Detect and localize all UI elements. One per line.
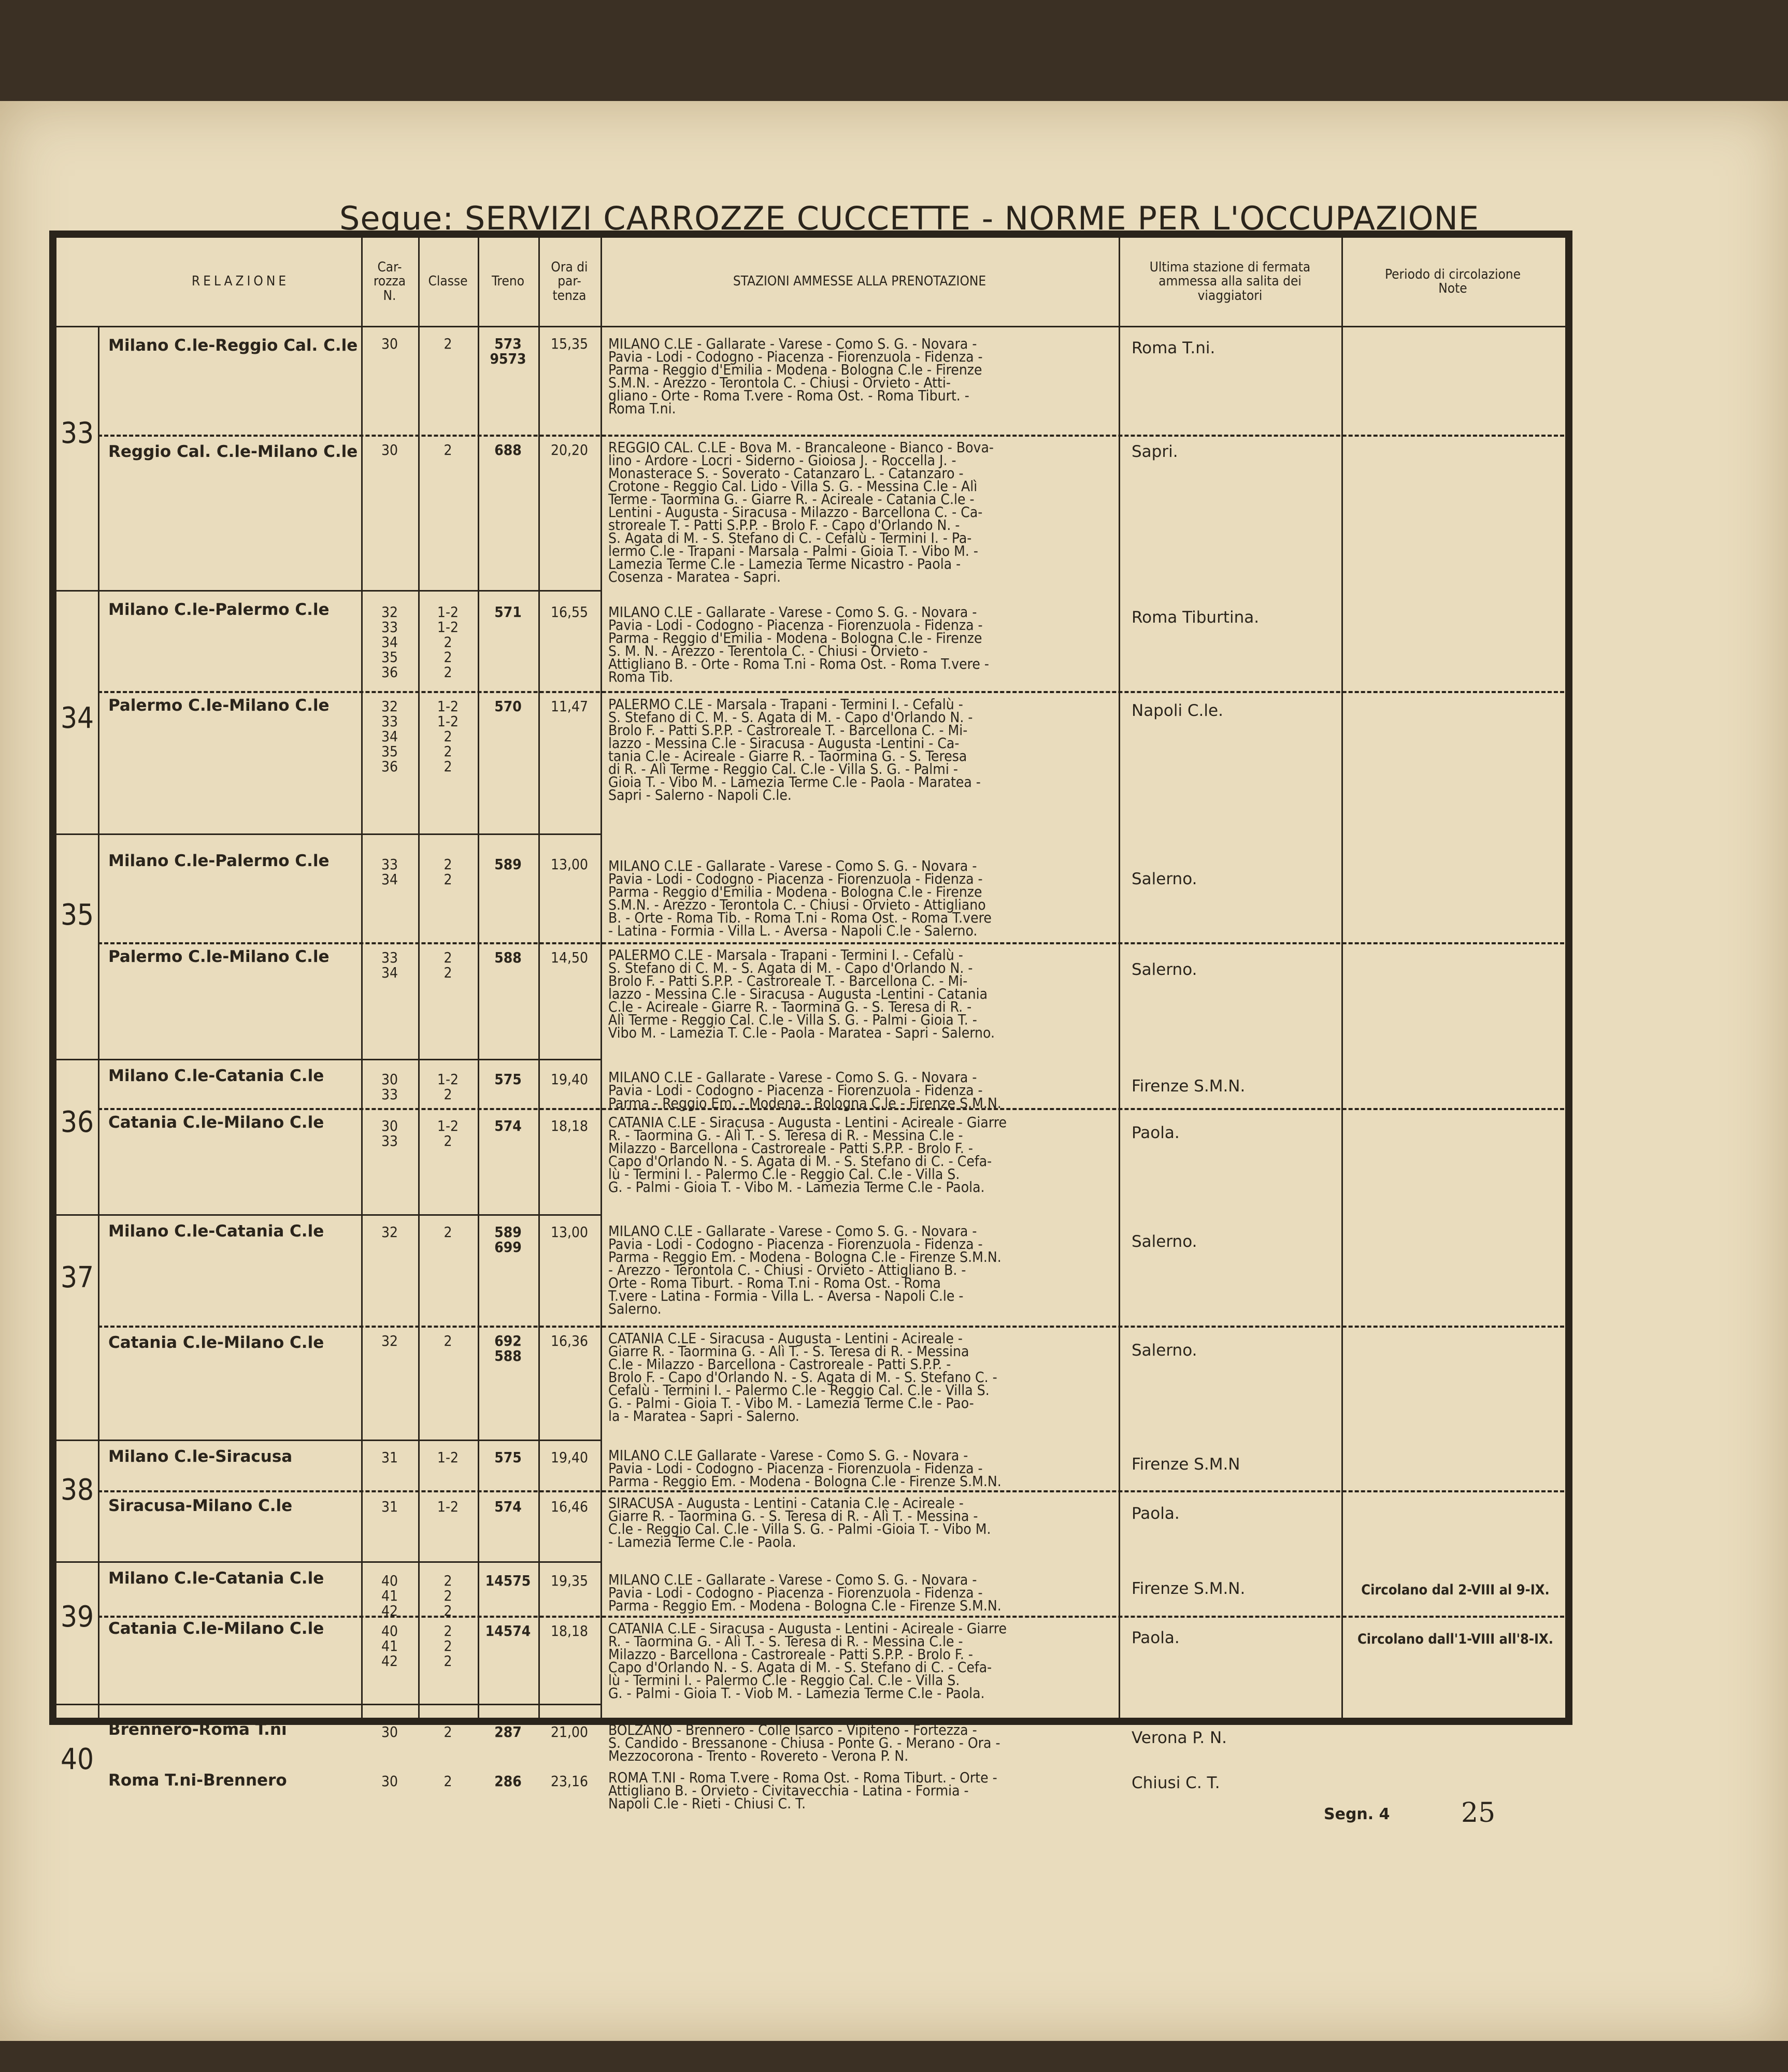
stazioni: MILANO C.LE - Gallarate - Varese - Como S. G. - Novara - Pavia - Lodi - Codogno - Piacenza - Fiorenzuola - Fidenza - Parma - Reggio Em. - Modena - Bologna C.le - Firenze S.M.N. bbox=[608, 1069, 1002, 1112]
ultima-stazione: Firenze S.M.N bbox=[1132, 1455, 1240, 1474]
relazione: Milano C.le-Palermo C.le bbox=[108, 852, 330, 870]
col-divider bbox=[1119, 238, 1120, 1724]
carrozza: 33 34 bbox=[381, 856, 398, 888]
stazioni: CATANIA C.LE - Siracusa - Augusta - Lentini - Acireale - Giarre R. - Taormina G. - Alì T. - S. Teresa di R. - Messina C.le - Milazzo - Barcellona - Castroreale - Patti S.P.P. - Brolo F. - Capo d'Orlando N. - S. Agata di M. - S. Stefano di C. - Cefa- lù - Termini I. - Palermo C.le - Reggio Cal. C.le - Villa S. G. - Palmi - Gioia T. - Vibo M. - Lamezia Terme C.le - Paola. bbox=[608, 1114, 1007, 1196]
treno: 570 bbox=[494, 698, 522, 715]
carrozza: 31 bbox=[381, 1449, 398, 1466]
footer-segnatura: Segn. 4 bbox=[1324, 1805, 1390, 1823]
periodo-note: Circolano dal 2-VIII al 9-IX. bbox=[1361, 1582, 1550, 1598]
stazioni: MILANO C.LE Gallarate - Varese - Como S. G. - Novara - Pavia - Lodi - Codogno - Piacenza - Fiorenzuola - Fidenza - Parma - Reggio Em. - Modena - Bologna C.le - Firenze S.M.N. bbox=[608, 1447, 1002, 1490]
ora-partenza: 14,50 bbox=[550, 949, 589, 966]
group-divider bbox=[56, 590, 600, 592]
carrozza: 32 bbox=[381, 1224, 398, 1241]
ultima-stazione: Sapri. bbox=[1132, 442, 1178, 461]
classe: 1-2 bbox=[437, 1498, 459, 1515]
classe: 2 bbox=[444, 1723, 452, 1740]
treno: 574 bbox=[494, 1498, 522, 1515]
relazione: Reggio Cal. C.le-Milano C.le bbox=[108, 442, 358, 461]
carrozza: 30 bbox=[381, 1773, 398, 1790]
periodo-note: Circolano dall'1-VIII all'8-IX. bbox=[1357, 1631, 1553, 1647]
treno: 286 bbox=[494, 1773, 522, 1790]
stazioni: PALERMO C.LE - Marsala - Trapani - Termini I. - Cefalù - S. Stefano di C. M. - S. Agata di M. - Capo d'Orlando N. - Brolo F. - Patti S.P.P. - Castroreale T. - Barcellona C. - Mi- lazzo - Messina C.le - Siracusa - Augusta -Lentini - Catania C.le - Acireale - Giarre R. - Taormina G. - S. Teresa di R. - Alì Terme - Reggio Cal. C.le - Villa S. G. - Palmi - Gioia T. - Vibo M. - Lamezia T. C.le - Paola - Maratea - Sapri - Salerno. bbox=[608, 946, 995, 1041]
row-divider bbox=[98, 1490, 1564, 1492]
stazioni: MILANO C.LE - Gallarate - Varese - Como S. G. - Novara - Pavia - Lodi - Codogno - Piacenza - Fiorenzuola - Fidenza - Parma - Reggio Em. - Modena - Bologna C.le - Firenze S.M.N. bbox=[608, 1571, 1002, 1614]
col-divider bbox=[600, 238, 602, 1724]
ora-partenza: 16,46 bbox=[550, 1498, 589, 1515]
carrozza: 31 bbox=[381, 1498, 398, 1515]
stazioni: BOLZANO - Brennero - Colle Isarco - Vipiteno - Fortezza - S. Candido - Bressanone - Chiusa - Ponte G. - Merano - Ora - Mezzocorona - Trento - Rovereto - Verona P. N. bbox=[608, 1721, 1000, 1764]
col-divider bbox=[1341, 238, 1343, 1724]
ora-partenza: 19,35 bbox=[550, 1572, 589, 1589]
ora-partenza: 20,20 bbox=[550, 441, 589, 458]
group-number: 34 bbox=[60, 701, 94, 735]
ora-partenza: 18,18 bbox=[550, 1622, 589, 1639]
carrozza: 33 34 bbox=[381, 949, 398, 981]
group-number: 37 bbox=[60, 1261, 94, 1294]
ultima-stazione: Firenze S.M.N. bbox=[1132, 1579, 1246, 1598]
relazione: Catania C.le-Milano C.le bbox=[108, 1113, 324, 1132]
header-divider bbox=[56, 326, 1565, 327]
treno: 688 bbox=[494, 441, 522, 458]
classe: 2 bbox=[444, 1332, 452, 1349]
treno: 575 bbox=[494, 1449, 522, 1466]
group-number: 35 bbox=[60, 898, 94, 932]
treno: 14575 bbox=[485, 1572, 531, 1589]
treno: 575 bbox=[494, 1071, 522, 1088]
row-divider bbox=[98, 942, 1564, 944]
classe: 2 2 2 bbox=[444, 1622, 452, 1670]
relazione: Catania C.le-Milano C.le bbox=[108, 1333, 324, 1352]
group-number: 38 bbox=[60, 1473, 94, 1507]
ora-partenza: 13,00 bbox=[550, 1224, 589, 1241]
carrozza: 40 41 42 bbox=[381, 1572, 398, 1619]
carrozza: 32 bbox=[381, 1332, 398, 1349]
row-divider bbox=[98, 435, 1564, 437]
treno: 589 699 bbox=[494, 1224, 522, 1256]
ora-partenza: 19,40 bbox=[550, 1449, 589, 1466]
group-number: 36 bbox=[60, 1105, 94, 1139]
ora-partenza: 18,18 bbox=[550, 1117, 589, 1134]
ultima-stazione: Paola. bbox=[1132, 1124, 1180, 1142]
ora-partenza: 11,47 bbox=[550, 698, 589, 715]
row-divider bbox=[98, 691, 1564, 693]
stazioni: MILANO C.LE - Gallarate - Varese - Como S. G. - Novara - Pavia - Lodi - Codogno - Piacenza - Fiorenzuola - Fidenza - Parma - Reggio d'Emilia - Modena - Bologna C.le - Firenze S.M.N. - Arezzo - Terontola C. - Chiusi - Orvieto - Atti- gliano - Orte - Roma T.vere - Roma Ost. - Roma Tiburt. - Roma T.ni. bbox=[608, 335, 983, 417]
classe: 1-2 1-2 2 2 2 bbox=[437, 698, 459, 775]
treno: 692 588 bbox=[494, 1332, 522, 1364]
col-header-classe: Classe bbox=[428, 274, 468, 290]
ultima-stazione: Salerno. bbox=[1132, 1232, 1197, 1251]
classe: 1-2 bbox=[437, 1449, 459, 1466]
relazione: Milano C.le-Palermo C.le bbox=[108, 600, 330, 619]
relazione: Milano C.le-Catania C.le bbox=[108, 1569, 324, 1588]
treno: 589 bbox=[494, 856, 522, 873]
carrozza: 30 bbox=[381, 1723, 398, 1740]
classe: 2 bbox=[444, 1773, 452, 1790]
group-number: 39 bbox=[60, 1600, 94, 1634]
timetable bbox=[49, 231, 1572, 1812]
classe: 2 bbox=[444, 1224, 452, 1241]
row-divider bbox=[98, 1616, 1564, 1618]
col-header-periodo: Periodo di circolazione Note bbox=[1384, 266, 1521, 296]
carrozza: 30 33 bbox=[381, 1071, 398, 1103]
stazioni: CATANIA C.LE - Siracusa - Augusta - Lentini - Acireale - Giarre R. - Taormina G. - Alì T. - S. Teresa di R. - Messina C.le - Milazzo - Barcellona - Castroreale - Patti S.P.P. - Brolo F. - Capo d'Orlando N. - S. Agata di M. - S. Stefano C. - Cefalù - Termini I. - Palermo C.le - Reggio Cal. C.le - Villa S. G. - Palmi - Gioia T. - Vibo M. - Lamezia Terme C.le - Pao- la - Maratea - Sapri - Salerno. bbox=[608, 1330, 997, 1424]
stazioni: MILANO C.LE - Gallarate - Varese - Como S. G. - Novara - Pavia - Lodi - Codogno - Piacenza - Fiorenzuola - Fidenza - Parma - Reggio d'Emilia - Modena - Bologna C.le - Firenze S.M.N. - Arezzo - Terontola C. - Chiusi - Orvieto - Attigliano B. - Orte - Roma Tib. - Roma T.ni - Roma Ost. - Roma T.vere - Latina - Formia - Villa L. - Aversa - Napoli C.le - Salerno. bbox=[608, 857, 992, 939]
stazioni: SIRACUSA - Augusta - Lentini - Catania C.le - Acireale - Giarre R. - Taormina G. - S. Teresa di R. - Alì T. - Messina - C.le - Reggio Cal. C.le - Villa S. G. - Palmi -Gioia T. - Vibo M. - Lamezia Terme C.le - Paola. bbox=[608, 1494, 991, 1550]
treno: 14574 bbox=[485, 1622, 531, 1639]
treno: 571 bbox=[494, 603, 522, 621]
stazioni: CATANIA C.LE - Siracusa - Augusta - Lentini - Acireale - Giarre R. - Taormina G. - Alì T. - S. Teresa di R. - Messina C.le - Milazzo - Barcellona - Castroreale - Patti S.P.P. - Brolo F. - Capo d'Orlando N. - S. Agata di M. - S. Stefano di C. - Cefa- lù - Termini I. - Palermo C.le - Reggio Cal. C.le - Villa S. G. - Palmi - Gioia T. - Viob M. - Lamezia Terme C.le - Paola. bbox=[608, 1620, 1007, 1702]
treno: 287 bbox=[494, 1723, 522, 1740]
ultima-stazione: Salerno. bbox=[1132, 960, 1197, 979]
relazione: Palermo C.le-Milano C.le bbox=[108, 696, 330, 715]
stazioni: ROMA T.NI - Roma T.vere - Roma Ost. - Roma Tiburt. - Orte - Attigliano B. - Orvieto - Civitavecchia - Latina - Formia - Napoli C.le - Rieti - Chiusi C. T. bbox=[608, 1769, 997, 1812]
ultima-stazione: Paola. bbox=[1132, 1629, 1180, 1647]
ultima-stazione: Salerno. bbox=[1132, 1341, 1197, 1360]
col-header-ora: Ora di par- tenza bbox=[551, 260, 588, 304]
group-divider bbox=[56, 833, 600, 835]
ultima-stazione: Salerno. bbox=[1132, 870, 1197, 888]
ora-partenza: 13,00 bbox=[550, 856, 589, 873]
carrozza: 30 33 bbox=[381, 1117, 398, 1149]
relazione: Milano C.le-Catania C.le bbox=[108, 1067, 324, 1085]
group-divider bbox=[56, 1561, 600, 1563]
ultima-stazione: Firenze S.M.N. bbox=[1132, 1077, 1246, 1096]
ultima-stazione: Verona P. N. bbox=[1132, 1729, 1227, 1747]
group-divider bbox=[56, 1214, 600, 1216]
classe: 2 bbox=[444, 441, 452, 458]
classe: 1-2 1-2 2 2 2 bbox=[437, 603, 459, 681]
carrozza: 30 bbox=[381, 441, 398, 458]
ultima-stazione: Paola. bbox=[1132, 1504, 1180, 1523]
classe: 2 2 bbox=[444, 949, 452, 981]
treno: 588 bbox=[494, 949, 522, 966]
stazioni: MILANO C.LE - Gallarate - Varese - Como S. G. - Novara - Pavia - Lodi - Codogno - Piacenza - Fiorenzuola - Fidenza - Parma - Reggio Em. - Modena - Bologna C.le - Firenze S.M.N. - Arezzo - Terontola C. - Chiusi - Orvieto - Attigliano B. - Orte - Roma Tiburt. - Roma T.ni - Roma Ost. - Roma T.vere - Latina - Formia - Villa L. - Aversa - Napoli C.le - Salerno. bbox=[608, 1222, 1002, 1317]
relazione: Milano C.le-Reggio Cal. C.le bbox=[108, 336, 358, 355]
group-number: 33 bbox=[60, 416, 94, 450]
col-header-relazione: RELAZIONE bbox=[191, 274, 290, 290]
col-divider bbox=[98, 326, 99, 1724]
group-divider bbox=[56, 1059, 600, 1060]
relazione: Milano C.le-Catania C.le bbox=[108, 1222, 324, 1241]
ora-partenza: 19,40 bbox=[550, 1071, 589, 1088]
classe: 2 bbox=[444, 335, 452, 352]
carrozza: 32 33 34 35 36 bbox=[381, 603, 398, 681]
ora-partenza: 15,35 bbox=[550, 335, 589, 352]
classe: 1-2 2 bbox=[437, 1117, 459, 1149]
ora-partenza: 16,55 bbox=[550, 603, 589, 621]
carrozza: 30 bbox=[381, 335, 398, 352]
relazione: Brennero-Roma T.ni bbox=[108, 1720, 287, 1739]
ultima-stazione: Roma T.ni. bbox=[1132, 339, 1215, 357]
carrozza: 32 33 34 35 36 bbox=[381, 698, 398, 775]
ultima-stazione: Chiusi C. T. bbox=[1132, 1774, 1220, 1792]
group-divider bbox=[56, 1704, 600, 1705]
group-divider bbox=[56, 1440, 600, 1441]
col-header-treno: Treno bbox=[491, 274, 525, 290]
ultima-stazione: Napoli C.le. bbox=[1132, 701, 1223, 720]
ultima-stazione: Roma Tiburtina. bbox=[1132, 608, 1260, 627]
page-title: Segue: SERVIZI CARROZZE CUCCETTE - NORME PER L'OCCUPAZIONE bbox=[339, 199, 1480, 237]
row-divider bbox=[98, 1326, 1564, 1328]
treno: 573 9573 bbox=[490, 335, 526, 367]
stazioni: PALERMO C.LE - Marsala - Trapani - Termini I. - Cefalù - S. Stefano di C. M. - S. Agata di M. - Capo d'Orlando N. - Brolo F. - Patti S.P.P. - Castroreale T. - Barcellona C. - Mi- lazzo - Messina C.le - Siracusa - Augusta -Lentini - Ca- tania C.le - Acireale - Giarre R. - Taormina G. - S. Teresa di R. - Alì Terme - Reggio Cal. C.le - Villa S. G. - Palmi - Gioia T. - Vibo M. - Lamezia Terme C.le - Paola - Maratea - Sapri - Salerno - Napoli C.le. bbox=[608, 696, 981, 803]
classe: 2 2 bbox=[444, 856, 452, 888]
relazione: Roma T.ni-Brennero bbox=[108, 1771, 287, 1790]
ora-partenza: 16,36 bbox=[550, 1332, 589, 1349]
treno: 574 bbox=[494, 1117, 522, 1134]
carrozza: 40 41 42 bbox=[381, 1622, 398, 1670]
col-header-carrozza: Car- rozza N. bbox=[373, 260, 406, 304]
classe: 1-2 2 bbox=[437, 1071, 459, 1103]
relazione: Catania C.le-Milano C.le bbox=[108, 1619, 324, 1638]
stazioni: REGGIO CAL. C.LE - Bova M. - Brancaleone - Bianco - Bova- lino - Ardore - Locri - Siderno - Gioiosa J. - Roccella J. - Monasterace S. - Soverato - Catanzaro L. - Catanzaro - Crotone - Reggio Cal. Lido - Villa S. G. - Messina C.le - Alì Terme - Taormina G. - Giarre R. - Acireale - Catania C.le - Lentini - Augusta - Siracusa - Milazzo - Barcellona C. - Ca- stroreale T. - Patti S.P.P. - Brolo F. - Capo d'Orlando N. - S. Agata di M. - S. Stefano di C. - Cefalù - Termini I. - Pa- lermo C.le - Trapani - Marsala - Palmi - Gioia T. - Vibo M. - Lamezia Terme C.le - Lamezia Terme Nicastro - Paola - Cosenza - Maratea - Sapri. bbox=[608, 439, 994, 585]
relazione: Milano C.le-Siracusa bbox=[108, 1447, 293, 1466]
col-header-stazioni: STAZIONI AMMESSE ALLA PRENOTAZIONE bbox=[733, 274, 986, 290]
relazione: Palermo C.le-Milano C.le bbox=[108, 947, 330, 966]
relazione: Siracusa-Milano C.le bbox=[108, 1497, 293, 1515]
group-number: 40 bbox=[60, 1743, 94, 1776]
classe: 2 2 2 bbox=[444, 1572, 452, 1619]
stazioni: MILANO C.LE - Gallarate - Varese - Como S. G. - Novara - Pavia - Lodi - Codogno - Piacenza - Fiorenzuola - Fidenza - Parma - Reggio d'Emilia - Modena - Bologna C.le - Firenze S. M. N. - Arezzo - Terentola C. - Chiusi - Orvieto - Attigliano B. - Orte - Roma T.ni - Roma Ost. - Roma T.vere - Roma Tib. bbox=[608, 603, 989, 685]
ora-partenza: 23,16 bbox=[550, 1773, 589, 1790]
ora-partenza: 21,00 bbox=[550, 1723, 589, 1740]
col-header-ultima: Ultima stazione di fermata ammessa alla salita dei viaggiatori bbox=[1149, 260, 1311, 304]
page-number: 25 bbox=[1461, 1797, 1496, 1829]
